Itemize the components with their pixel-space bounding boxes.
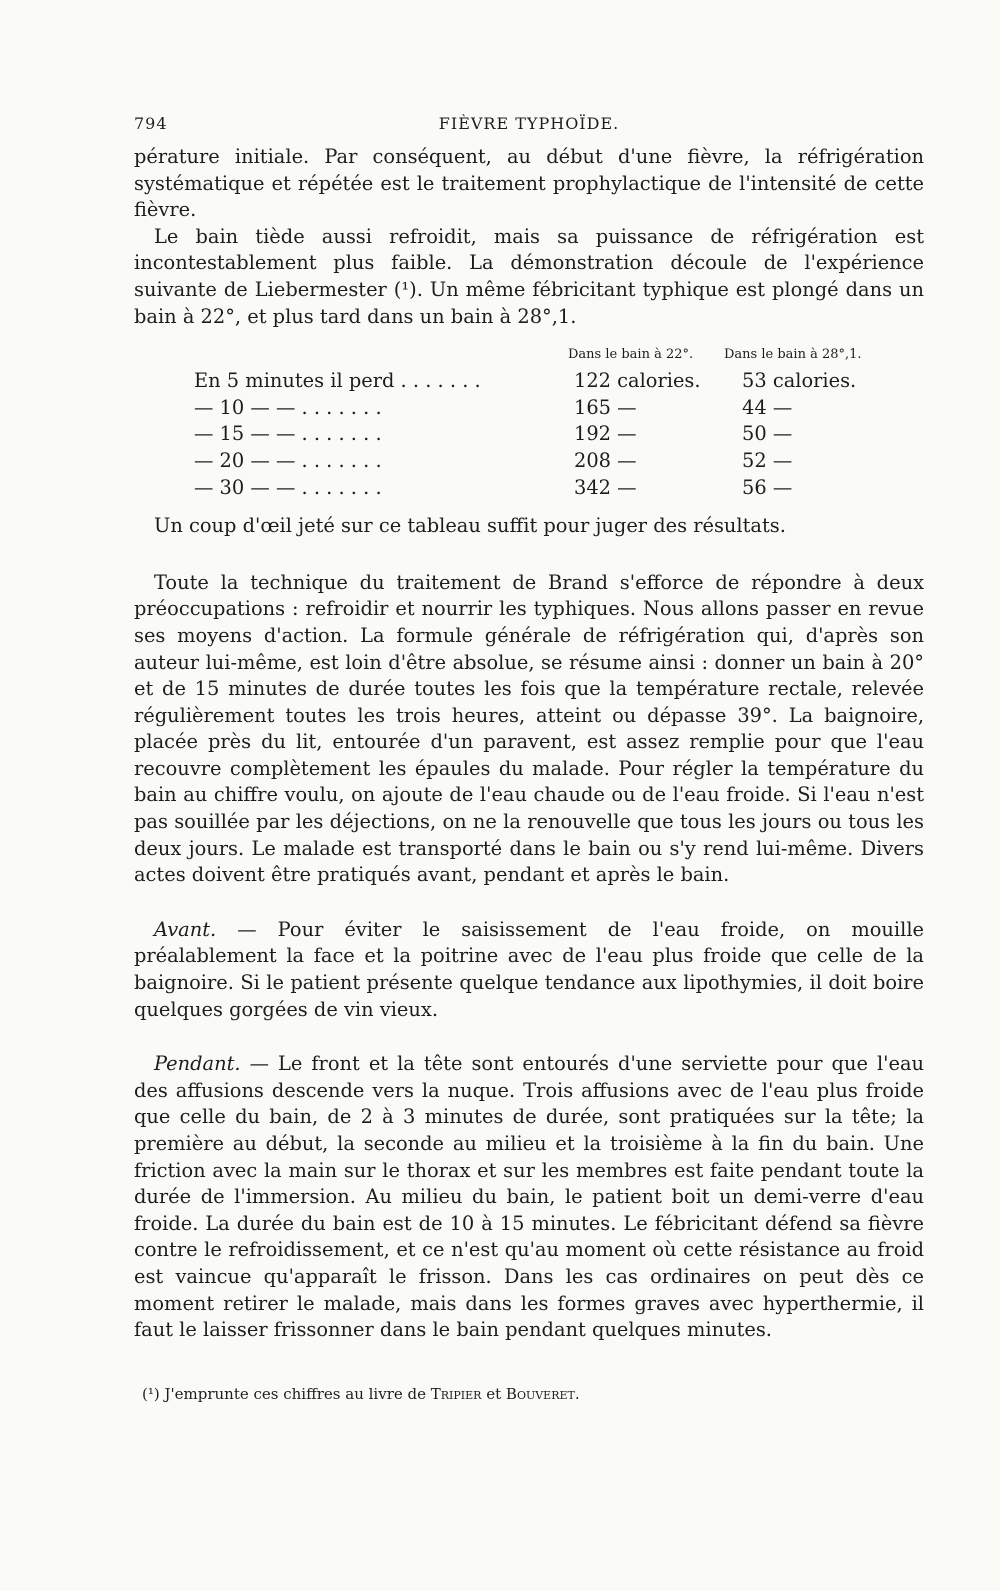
- row-label: — 10 — — . . . . . . .: [194, 395, 382, 419]
- table-row: [134, 475, 924, 502]
- footnote-text: (¹) J'emprunte ces chiffres au livre de: [142, 1385, 431, 1403]
- cell-bain-22: 208 —: [574, 448, 637, 472]
- paragraph-avant: [134, 917, 924, 1023]
- row-label: — 15 — — . . . . . . .: [194, 422, 382, 446]
- table-row: [134, 421, 924, 448]
- page-header: [134, 114, 924, 140]
- cell-bain-28: 50 —: [742, 422, 793, 446]
- cell-bain-28: 56 —: [742, 475, 793, 499]
- table-row: [134, 368, 924, 395]
- footnote: [142, 1384, 922, 1404]
- table-header: [134, 342, 924, 368]
- pendant-lead: Pendant.: [154, 1052, 241, 1076]
- paragraph-bain-tiede: Le bain tiède aussi refroidit, mais sa puissance de réfrigération est incontestablement plus faible. La démonstration découle de l'expérience suivante de Liebermester (¹). Un même fébricitant typhique est plongé dans un bain à 22°, et plus tard dans un bain à 28°,1.: [134, 224, 924, 328]
- row-label: En 5 minutes il perd . . . . . . .: [194, 369, 481, 393]
- avant-text: — Pour éviter le saisissement de l'eau froide, on mouille préalablement la face et la poitrine avec de l'eau plus froide que celle de la baignoire. Si le patient présente quelque tendance aux lipothymies, il doit boire quelques gorgées de vin vieux.: [134, 917, 924, 1021]
- table-row: [134, 395, 924, 422]
- footnote-author-tripier: Tripier: [430, 1385, 482, 1403]
- row-label: — 30 — — . . . . . . .: [194, 475, 382, 499]
- page-number: 794: [134, 114, 168, 133]
- page-body: [134, 144, 924, 1344]
- footnote-author-bouveret: Bouveret: [505, 1385, 575, 1403]
- cell-bain-28: 53 calories.: [742, 369, 857, 393]
- avant-lead: Avant.: [154, 917, 217, 941]
- row-label: — 20 — — . . . . . . .: [194, 448, 382, 472]
- footnote-connector: et: [481, 1385, 506, 1403]
- table-row: [134, 448, 924, 475]
- cell-bain-28: 52 —: [742, 448, 793, 472]
- table-caption: Un coup d'œil jeté sur ce tableau suffit pour juger des résultats.: [154, 514, 786, 538]
- cell-bain-28: 44 —: [742, 395, 793, 419]
- cell-bain-22: 165 —: [574, 395, 637, 419]
- paragraph-brand: Toute la technique du traitement de Brand s'efforce de répondre à deux préoccupations : refroidir et nourrir les typhiques. Nous allons passer en revue ses moyens d'action. La formule générale de réfrigération qui, d'après son auteur lui-même, est loin d'être absolue, se résume ainsi : donner un bain à 20° et de 15 minutes de durée toutes les fois que la température rectale, relevée régulièrement toutes les trois heures, atteint ou dépasse 39°. La baignoire, placée près du lit, entourée d'un paravent, est assez remplie pour que l'eau recouvre complètement les épaules du malade. Pour régler la température du bain au chiffre voulu, on ajoute de l'eau chaude ou de l'eau froide. Si l'eau n'est pas souillée par les déjections, on ne la renouvelle que tous les jours ou tous les deux jours. Le malade est transporté dans le bain ou s'y rend lui-même. Divers actes doivent être pratiqués avant, pendant et après le bain.: [134, 570, 924, 887]
- cell-bain-22: 192 —: [574, 422, 637, 446]
- column-header-22: Dans le bain à 22°.: [568, 347, 694, 363]
- paragraph-pendant: [134, 1051, 924, 1344]
- cell-bain-22: 122 calories.: [574, 369, 701, 393]
- calorie-table: [134, 368, 924, 501]
- footnote-end: .: [574, 1385, 580, 1403]
- paragraph-continuation: pérature initiale. Par conséquent, au début d'une fièvre, la réfrigération systématique et répétée est le traitement prophylactique de l'intensité de cette fièvre.: [134, 145, 924, 222]
- cell-bain-22: 342 —: [574, 475, 637, 499]
- running-title: FIÈVRE TYPHOÏDE.: [438, 114, 620, 133]
- pendant-text: — Le front et la tête sont entourés d'une serviette pour que l'eau des affusions descende vers la nuque. Trois affusions avec de l'eau plus froide que celle du bain, de 2 à 3 minutes de durée, sont pratiquées sur la tête; la première au début, la seconde au milieu et la troisième à la fin du bain. Une friction avec la main sur le thorax et sur les membres est faite pendant toute la durée de l'immersion. Au milieu du bain, le patient boit un demi-verre d'eau froide. La durée du bain est de 10 à 15 minutes. Le fébricitant défend sa fièvre contre le refroidissement, et ce n'est qu'au moment où cette résistance au froid est vaincue qu'apparaît le frisson. Dans les cas ordinaires on peut dès ce moment retirer le malade, mais dans les formes graves avec hyperthermie, il faut le laisser frissonner dans le bain pendant quelques minutes.: [134, 1052, 924, 1342]
- column-header-28: Dans le bain à 28°,1.: [724, 347, 862, 363]
